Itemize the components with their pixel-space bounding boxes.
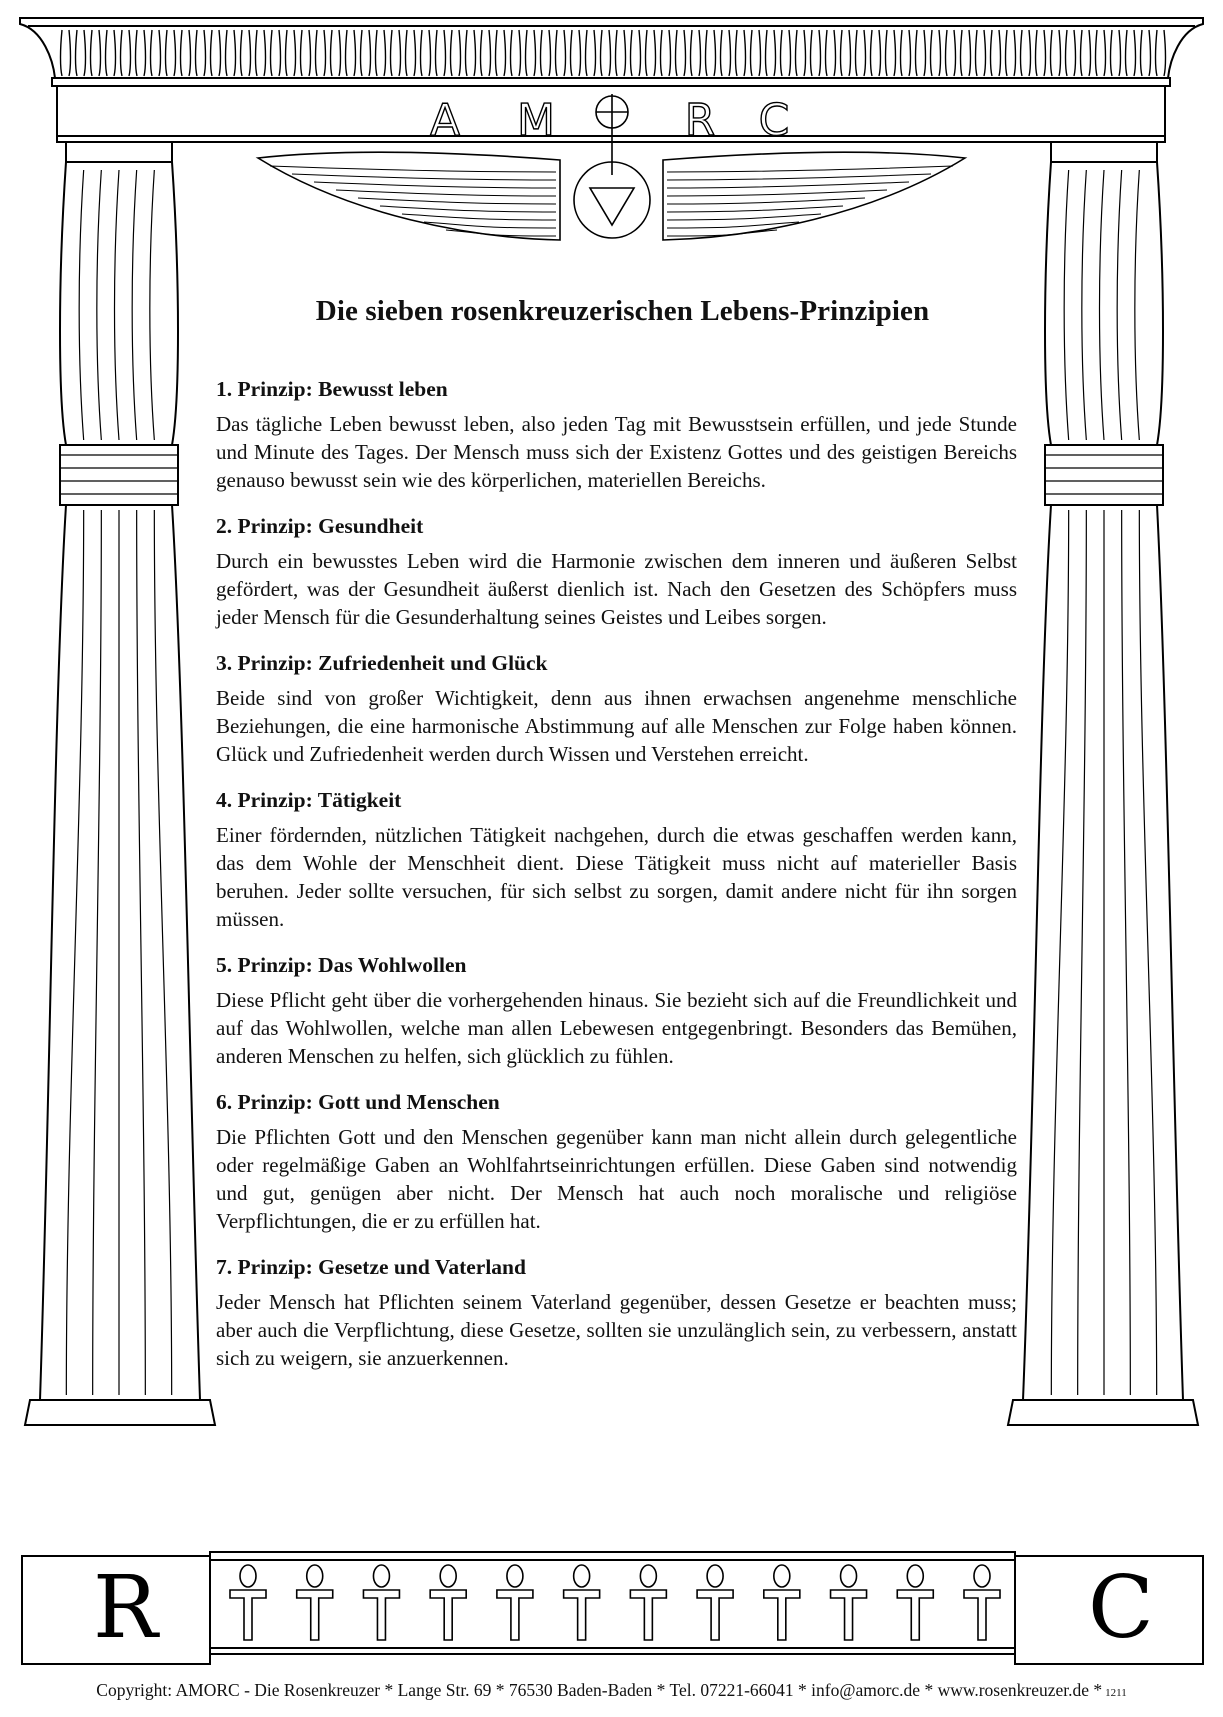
principle-6 — [216, 1089, 1017, 1235]
principles-list — [216, 376, 1017, 1391]
right-column — [1008, 142, 1198, 1425]
base-letter-r: R — [93, 1558, 158, 1658]
principle-text: Das tägliche Leben bewusst leben, also jeden Tag mit Bewusstsein erfüllen, und jede Stunde und Minute des Tages. Der Mensch muss sich der Existenz Gottes und des geistigen Bereichs genauso bewusst sein wie des körperlichen, materiellen Bereichs. — [216, 412, 1017, 492]
principle-2 — [216, 513, 1017, 631]
emblem-letter-a: A — [429, 95, 461, 146]
base-band — [22, 1552, 1203, 1664]
principle-heading: 5. Prinzip: Das Wohlwollen — [216, 953, 467, 977]
copyright-footer — [0, 1680, 1223, 1701]
principle-text: Einer fördernden, nützlichen Tätigkeit nachgehen, durch die etwas geschaffen werden kann, das dem Wohle der Menschheit dient. Diese Tätigkeit muss nicht auf materieller Basis beruhen. Jeder sollte versuchen, für sich selbst zu sorgen, damit andere nicht für ihn sorgen müssen. — [216, 823, 1017, 931]
emblem-letter-r: R — [684, 95, 716, 146]
principle-heading: 7. Prinzip: Gesetze und Vaterland — [216, 1255, 526, 1279]
emblem-letter-m: M — [517, 95, 555, 146]
principle-heading: 2. Prinzip: Gesundheit — [216, 514, 424, 538]
document-code: 1211 — [1105, 1687, 1127, 1699]
principle-text: Durch ein bewusstes Leben wird die Harmonie zwischen dem inneren und äußeren Selbst gefördert, was der Gesundheit äußerst dienlich ist. Nach den Gesetzen des Schöpfers muss jeder Mensch für die Gesunderhaltung seines Geistes und Leibes sorgen. — [216, 549, 1017, 629]
principle-heading: 1. Prinzip: Bewusst leben — [216, 377, 448, 401]
principle-4 — [216, 787, 1017, 933]
principle-heading: 3. Prinzip: Zufriedenheit und Glück — [216, 651, 548, 675]
principle-7 — [216, 1254, 1017, 1372]
principle-5 — [216, 952, 1017, 1070]
principle-heading: 4. Prinzip: Tätigkeit — [216, 788, 402, 812]
principle-text: Jeder Mensch hat Pflichten seinem Vaterland gegenüber, dessen Gesetze er beachten muss; aber auch die Verpflichtung, diese Gesetze, sollten sie unzulänglich sein, zu verbessern, anstatt sich zu weigern, sie anzuerkennen. — [216, 1290, 1017, 1370]
principle-3 — [216, 650, 1017, 768]
base-letter-c: C — [1088, 1558, 1154, 1658]
principle-text: Beide sind von großer Wichtigkeit, denn aus ihnen erwachsen angenehme menschliche Beziehungen, die eine harmonische Abstimmung auf alle Menschen zur Folge haben können. Glück und Zufriedenheit werden durch Wissen und Verstehen erreicht. — [216, 686, 1017, 766]
emblem-letter-c: C — [758, 95, 790, 146]
principle-text: Diese Pflicht geht über die vorhergehenden hinaus. Sie bezieht sich auf die Freundlichkeit und auf das Wohlwollen, welche man allen Lebewesen entgegenbringt. Besonders das Bemühen, anderen Menschen zu helfen, sich glücklich zu fühlen. — [216, 988, 1017, 1068]
copyright-text: Copyright: AMORC - Die Rosenkreuzer * Lange Str. 69 * 76530 Baden-Baden * Tel. 07221-66041 * info@amorc.de * www.rosenkreuzer.de * — [96, 1680, 1103, 1700]
principle-text: Die Pflichten Gott und den Menschen gegenüber kann man nicht allein durch gelegentliche oder regelmäßige Gaben an Wohlfahrtseinrichtungen erfüllen. Diese Gaben sind notwendig und gut, genügen aber nicht. Der Mensch hat auch noch moralische und religiöse Verpflichtungen, die er zu erfüllen hat. — [216, 1125, 1017, 1233]
principle-1 — [216, 376, 1017, 494]
left-column — [25, 142, 215, 1425]
page-title: Die sieben rosenkreuzerischen Lebens-Prinzipien — [315, 295, 930, 327]
principle-heading: 6. Prinzip: Gott und Menschen — [216, 1090, 500, 1114]
